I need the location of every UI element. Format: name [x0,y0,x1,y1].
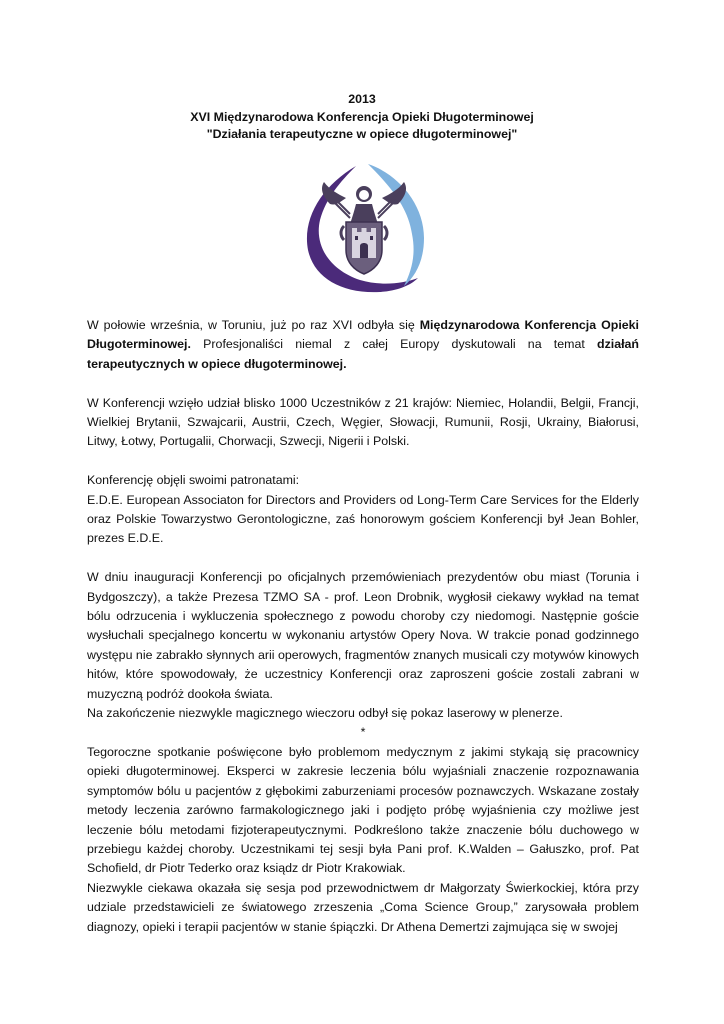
header-title: XVI Międzynarodowa Konferencja Opieki Długoterminowej [190,109,534,124]
paragraph-intro [87,316,639,374]
intro-theme: działań terapeutycznych w opiece długoterminowej. [87,337,639,371]
paragraph-laser-show: Na zakończenie niezwykle magicznego wieczoru odbył się pokaz laserowy w plenerze. [87,706,563,721]
paragraph-inauguration: W dniu inauguracji Konferencji po oficjalnych przemówieniach prezydentów obu miast (Torunia i Bydgoszczy), a także Prezesa TZMO SA - prof. Leon Drobnik, wygłosił ciekawy wykład na temat bólu odrzucenia i wykluczenia społecznego z powodu choroby czy niedomogi. Następnie goście wysłuchali specjalnego koncertu w wykonaniu artystów Opery Nova. W trakcie ponad godzinnego występu nie zabrakło słynnych arii operowych, fragmentów znanych musicali czy motywów kinowych hitów, które spowodowały, że uczestnicy Konferencji oraz zaproszeni goście zostali zabrani w muzyczną podróż dookoła świata. [87,570,639,701]
intro-conference-name: Międzynarodowa Konferencja Opieki Długoterminowej. [87,318,639,352]
paragraph-coma-session: Niezwykle ciekawa okazała się sesja pod przewodnictwem dr Małgorzaty Świerkockiej, która przy udziale przedstawicieli ze światowego zrzeszenia „Coma Science Group,” zarysowała problem diagnozy, opieki i terapii pacjentów w stanie śpiączki. Dr Athena Demertzi zajmująca się w swojej [87,880,639,934]
header-subtitle: "Działania terapeutyczne w opiece długoterminowej" [206,127,518,142]
paragraph-patronage-heading: Konferencję objęli swoimi patronatami: [87,473,300,488]
paragraph-patronage: E.D.E. European Associaton for Directors and Providers od Long-Term Care Services for the Elderly oraz Polskie Towarzystwo Gerontologiczne, zaś honorowym gościem Konferencji był Jean Bohler, prezes E.D.E. [87,492,639,546]
paragraph-medical-problems: Tegoroczne spotkanie poświęcone było problemom medycznym z jakimi stykają się pracownicy opieki długoterminowej. Eksperci w zakresie leczenia bólu wyjaśniali znaczenie rozpoznawania symptomów bólu u pacjentów z głębokimi zaburzeniami procesów poznawczych. Wskazane zostały metody leczenia zarówno farmakologicznego jaki i podjęto próbę wyjaśnienia czy możliwe jest leczenie bólu metodami fizjoterapeutycznymi. Podkreślono także znaczenie bólu duchowego w przebiegu każdej choroby. Uczestnikami tej sesji była Pani prof. K.Walden – Gałuszko, prof. Pat Schofield, dr Piotr Tederko oraz ksiądz dr Piotr Krakowiak. [87,744,639,876]
intro-text-a: W połowie września, w Toruniu, już po raz XVI odbyła się [87,318,420,332]
document-header [0,91,724,144]
conference-emblem-icon [300,160,428,296]
section-separator: * [360,725,366,740]
document-body [87,316,639,937]
header-year: 2013 [348,92,376,106]
paragraph-participants: W Konferencji wzięło udział blisko 1000 Uczestników z 21 krajów: Niemiec, Holandii, Belgii, Francji, Wielkiej Brytanii, Szwajcarii, Austrii, Czech, Węgier, Słowacji, Rumunii, Rosji, Ukrainy, Białorusi, Litwy, Łotwy, Portugalii, Chorwacji, Szwecji, Nigerii i Polski. [87,395,639,449]
intro-text-c: Profesjonaliści niemal z całej Europy dyskutowali na temat [190,337,597,352]
